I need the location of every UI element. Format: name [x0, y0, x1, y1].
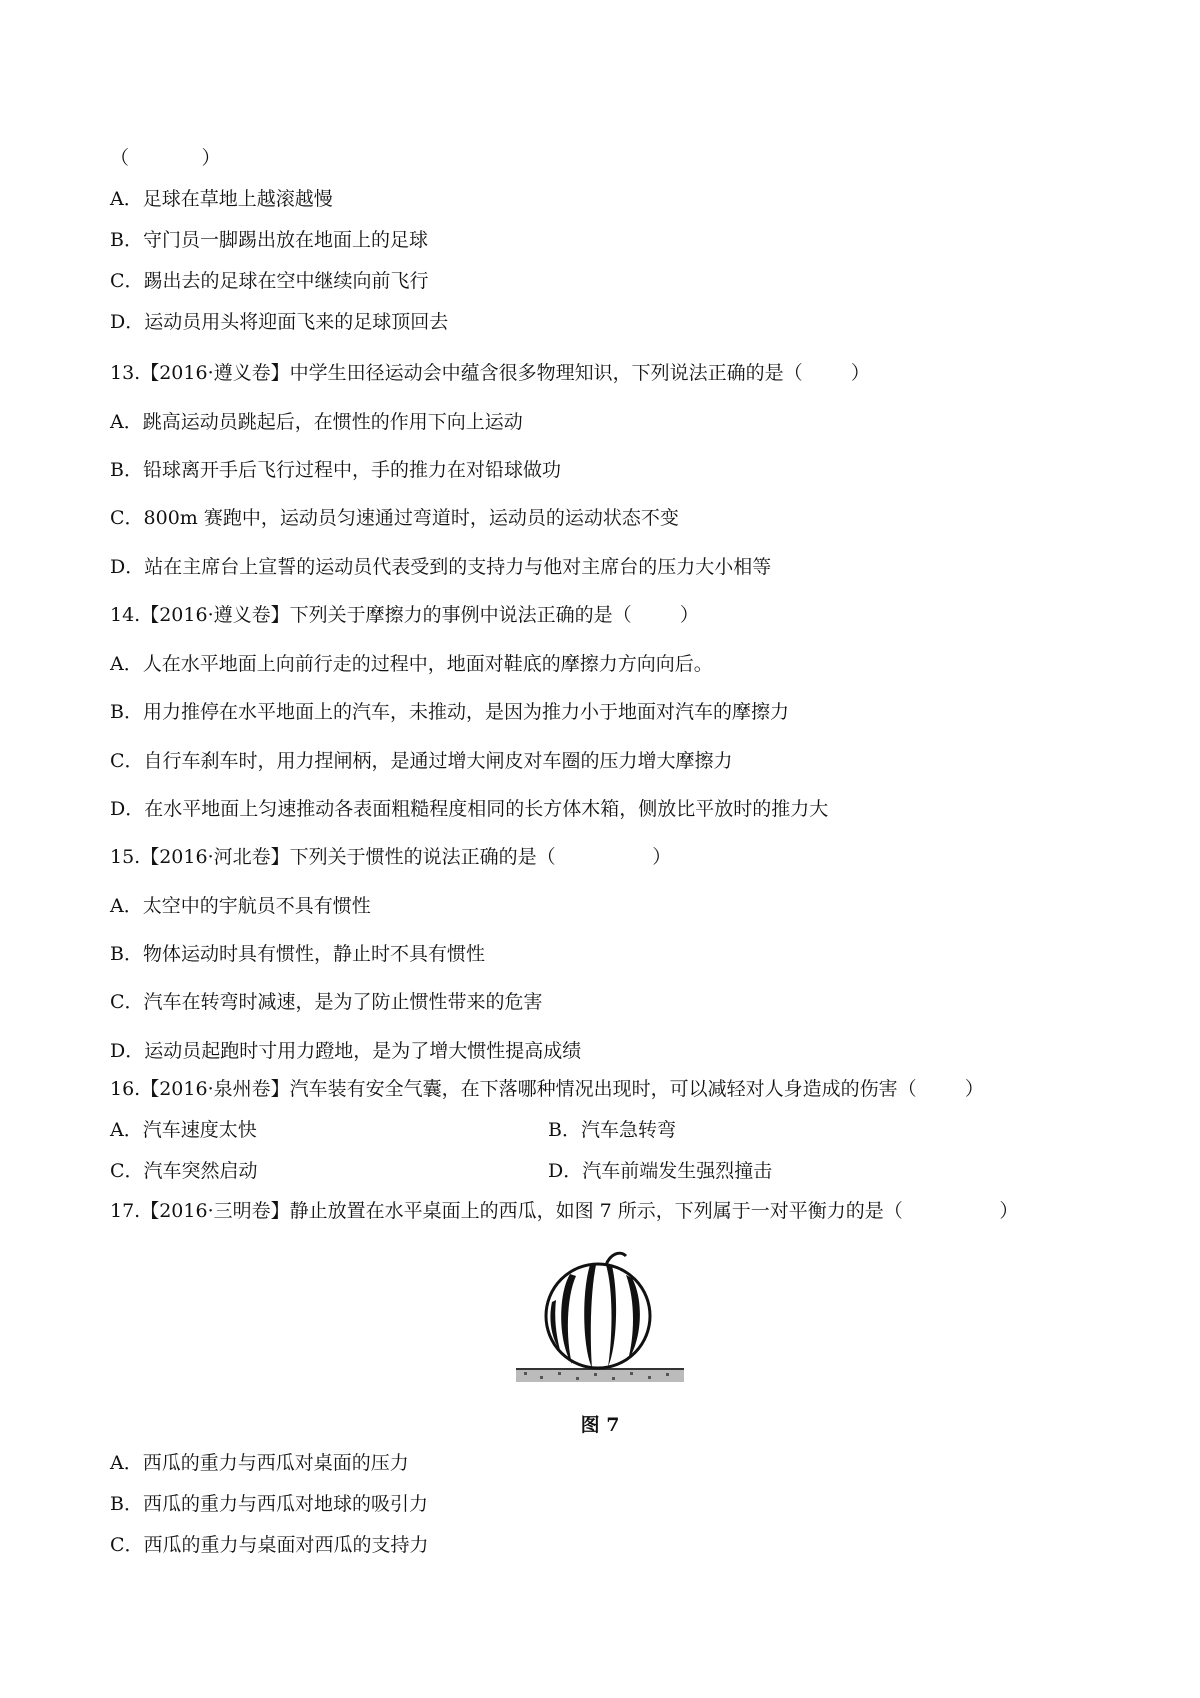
q13-option-c: C．800m 赛跑中，运动员匀速通过弯道时，运动员的运动状态不变	[110, 507, 679, 529]
q17-stem: 17.【2016·三明卷】静止放置在水平桌面上的西瓜，如图 7 所示，下列属于一对平衡力的是（ ）	[110, 1200, 1019, 1222]
q12-option-c: C．踢出去的足球在空中继续向前飞行	[110, 270, 429, 292]
q16-option-a: A．汽车速度太快	[110, 1119, 257, 1141]
q15-stem: 15.【2016·河北卷】下列关于惯性的说法正确的是（ ）	[110, 846, 672, 868]
q14-option-a: A．人在水平地面上向前行走的过程中，地面对鞋底的摩擦力方向向后。	[110, 653, 713, 675]
q14-option-d: D．在水平地面上匀速推动各表面粗糙程度相同的长方体木箱，侧放比平放时的推力大	[110, 798, 829, 820]
figure-caption: 图 7	[580, 1414, 620, 1436]
q16-option-d: D．汽车前端发生强烈撞击	[548, 1160, 773, 1182]
q15-option-a: A．太空中的宇航员不具有惯性	[110, 895, 371, 917]
q15-option-c: C．汽车在转弯时减速，是为了防止惯性带来的危害	[110, 991, 543, 1013]
q17-option-a: A．西瓜的重力与西瓜对桌面的压力	[110, 1452, 409, 1474]
q13-option-a: A．跳高运动员跳起后，在惯性的作用下向上运动	[110, 411, 523, 433]
q17-option-c: C．西瓜的重力与桌面对西瓜的支持力	[110, 1534, 429, 1556]
q16-stem: 16.【2016·泉州卷】汽车装有安全气囊，在下落哪种情况出现时，可以减轻对人身造成的伤害（ ）	[110, 1078, 984, 1100]
q12-option-d: D．运动员用头将迎面飞来的足球顶回去	[110, 311, 449, 333]
q15-option-b: B．物体运动时具有惯性，静止时不具有惯性	[110, 943, 485, 965]
q17-option-b: B．西瓜的重力与西瓜对地球的吸引力	[110, 1493, 428, 1515]
q12-option-b: B．守门员一脚踢出放在地面上的足球	[110, 229, 428, 251]
q13-option-d: D．站在主席台上宣誓的运动员代表受到的支持力与他对主席台的压力大小相等	[110, 556, 772, 578]
q14-option-c: C．自行车刹车时，用力捏闸柄，是通过增大闸皮对车圈的压力增大摩擦力	[110, 750, 733, 772]
q12-option-a: A．足球在草地上越滚越慢	[110, 188, 333, 210]
q16-option-b: B．汽车急转弯	[548, 1119, 676, 1141]
watermelon-figure	[510, 1250, 690, 1390]
q16-option-c: C．汽车突然启动	[110, 1160, 258, 1182]
q14-option-b: B．用力推停在水平地面上的汽车，未推动，是因为推力小于地面对汽车的摩擦力	[110, 701, 789, 723]
q13-option-b: B．铅球离开手后飞行过程中，手的推力在对铅球做功	[110, 459, 561, 481]
q12-answer-paren: （ ）	[110, 147, 221, 169]
q13-stem: 13.【2016·遵义卷】中学生田径运动会中蕴含很多物理知识，下列说法正确的是（ ）	[110, 362, 870, 384]
q14-stem: 14.【2016·遵义卷】下列关于摩擦力的事例中说法正确的是（ ）	[110, 604, 699, 626]
q15-option-d: D．运动员起跑时寸用力蹬地，是为了增大惯性提高成绩	[110, 1040, 582, 1062]
